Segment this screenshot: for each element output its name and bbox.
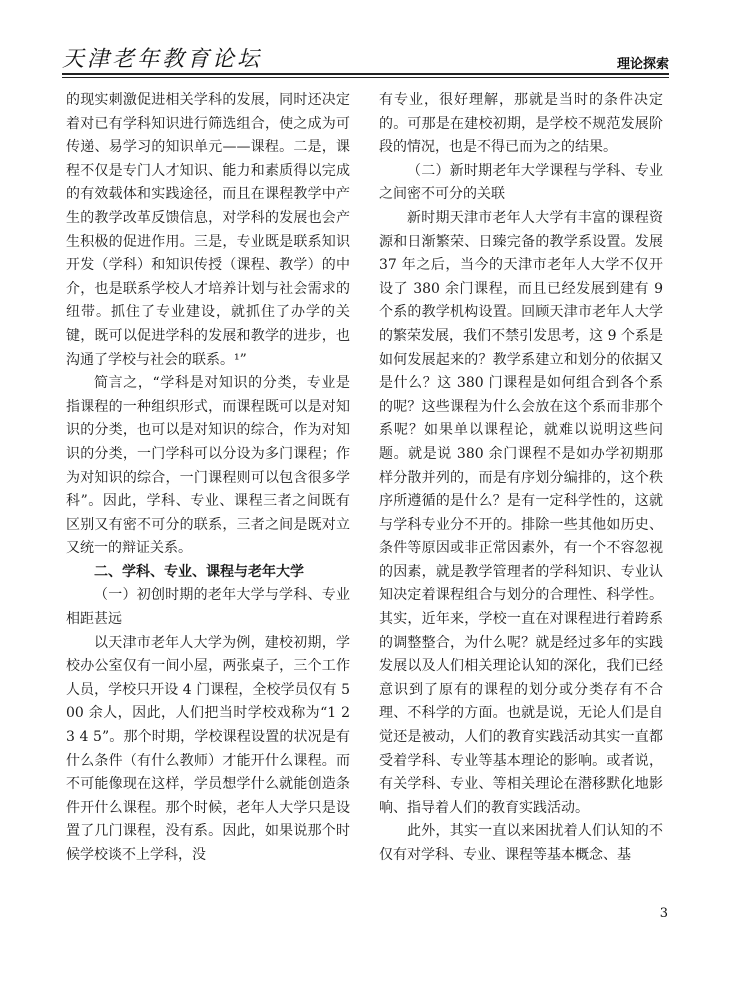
page-number: 3 — [659, 906, 668, 921]
subsection-heading: （一）初创时期的老年大学与学科、专业相距甚远 — [66, 587, 350, 628]
header-rule-thin — [62, 77, 669, 78]
paragraph-additional: 此外，其实一直以来困扰着人们认知的不仅有对学科、专业、课程等基本概念、基 — [379, 823, 663, 863]
left-column — [66, 89, 350, 868]
header-rule-thick — [62, 73, 669, 75]
journal-logo: 天津老年教育论坛 — [62, 47, 263, 72]
right-column — [379, 89, 663, 868]
section-heading: 二、学科、专业、课程与老年大学 — [94, 563, 304, 580]
paragraph-example: 以天津市老年人大学为例，建校初期，学校办公室仅有一间小屋，两张桌子，三个工作人员，学校只开设 4 门课程，全校学员仅有 500 余人，因此，人们把当时学校戏称为“1 2 3 4 5”。那个时期，学校课程设置的状况是有什么条件（有什么教师）才能开什么课程。而不可能像现在这样，学员想学什么就能创造条件开什么课程。那个时候，老年人大学只是设置了几门课程，没有系。因此，如果说那个时候学校谈不上学科，没 — [66, 634, 350, 863]
page-header — [0, 0, 731, 86]
paragraph-new-era: 新时期天津市老年人大学有丰富的课程资源和日渐繁荣、日臻完备的教学系设置。发展 37 年之后，当今的天津市老年人大学不仅开设了 380 余门课程，而且已经发展到建有 9 个系的教学机构设置。回顾天津市老年人大学的繁荣发展，我们不禁引发思考，这 9 个系是如何发展起来的？教学系建立和划分的依据又是什么？这 380 门课程是如何组合到各个系的呢？这些课程为什么会放在这个系而非那个系呢？如果单以课程论，就难以说明这些问题。就是说 380 余门课程不是如办学初期那样分散并列的，而是有序划分编排的，这个秩序所遵循的是什么？是有一定科学性的，这就与学科专业分不开的。排除一些其他如历史、条件等原因或非正常因素外，有一个不容忽视的因素，就是教学管理者的学科知识、专业认知决定着课程组合与划分的合理性、科学性。其实，近年来，学校一直在对课程进行着跨系的调整整合，为什么呢？就是经过多年的实践发展以及人们相关理论认知的深化，我们已经意识到了原有的课程的划分或分类存有不合理、不科学的方面。也就是说，无论人们是自觉还是被动，人们的教育实践活动其实一直都受着学科、专业等基本理论的影响。或者说，有关学科、专业、等相关理论在潜移默化地影响、指导着人们的教育实践活动。 — [379, 209, 663, 816]
subsection-heading: （二）新时期老年大学课程与学科、专业之间密不可分的关联 — [379, 162, 663, 203]
paragraph-summary: 简言之，“学科是对知识的分类，专业是指课程的一种组织形式，而课程既可以是对知识的分类，也可以是对知识的综合，作为对知识的分类，一门学科可以分设为多门课程；作为对知识的综合，一门课程则可以包含很多学科”。因此，学科、专业、课程三者之间既有区别又有密不可分的联系，三者之间是既对立又统一的辩证关系。 — [66, 375, 350, 557]
paragraph-continued-right: 有专业，很好理解，那就是当时的条件决定的。可那是在建校初期，是学校不规范发展阶段的情况，也是不得已而为之的结果。 — [379, 92, 663, 156]
paragraph-continued: 的现实刺激促进相关学科的发展，同时还决定着对已有学科知识进行筛选组合，使之成为可传递、易学习的知识单元——课程。二是，课程不仅是专门人才知识、能力和素质得以完成的有效载体和实践途径，而且在课程教学中产生的教学改革反馈信息，对学科的发展也会产生积极的促进作用。三是，专业既是联系知识开发（学科）和知识传授（课程、教学）的中介，也是联系学校人才培养计划与社会需求的纽带。抓住了专业建设，就抓住了办学的关键，既可以促进学科的发展和教学的进步，也沟通了学校与社会的联系。¹” — [66, 92, 350, 368]
section-label: 理论探索 — [616, 57, 669, 72]
